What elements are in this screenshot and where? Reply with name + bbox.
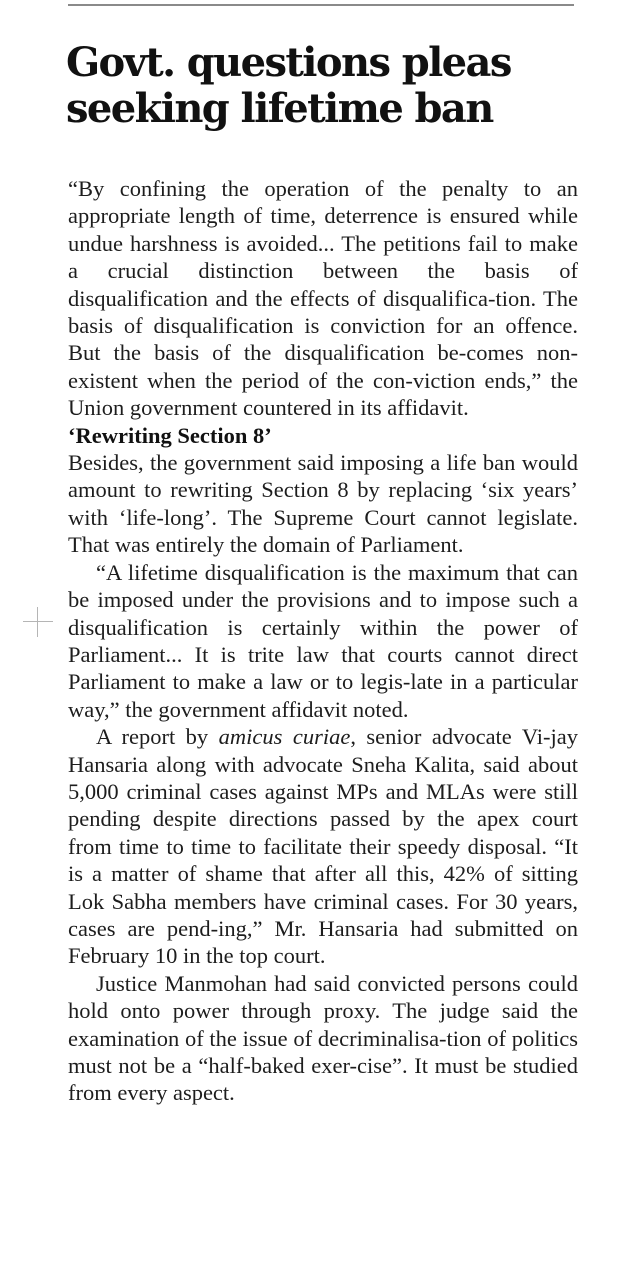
paragraph-4-lead: A report by	[96, 724, 219, 750]
paragraph-4	[68, 723, 578, 970]
article-body	[68, 175, 578, 1107]
paragraph-1: “By confining the operation of the penalty to an appropriate length of time, deterrence is ensured while undue harshness is avoided... The petitions fail to make a crucial distinction between the basis of disqualification and the effects of disqualifica-tion. The basis of disqualification is conviction for an offence. But the basis of the disqualification be-comes non-existent when the period of the con-viction ends,” the Union government countered in its affidavit.	[68, 176, 578, 421]
paragraph-4-rest: , senior advocate Vi-jay Hansaria along with advocate Sneha Kalita, said about 5,000 criminal cases against MPs and MLAs were still pending despite directions passed by the apex court from time to time to facilitate their speedy disposal. “It is a matter of shame that after all this, 42% of sitting Lok Sabha members have criminal cases. For 30 years, cases are pend-ing,” Mr. Hansaria had submitted on February 10 in the top court.	[68, 724, 578, 969]
headline: Govt. questions pleas seeking lifetime ban	[66, 39, 511, 132]
subheading: ‘Rewriting Section 8’	[68, 422, 272, 448]
crop-mark-icon	[23, 607, 53, 637]
top-rule	[68, 4, 574, 6]
paragraph-2: Besides, the government said imposing a life ban would amount to rewriting Section 8 by replacing ‘six years’ with ‘life-long’. The Supreme Court cannot legislate. That was entirely the domain of Parliament.	[68, 450, 578, 558]
paragraph-5: Justice Manmohan had said convicted persons could hold onto power through proxy. The judge said the examination of the issue of decriminalisa-tion of politics must not be a “half-baked exer-cise”. It must be studied from every aspect.	[68, 970, 578, 1106]
paragraph-3: “A lifetime disqualification is the maximum that can be imposed under the provisions and to impose such a disqualification is certainly within the power of Parliament... It is trite law that courts cannot direct Parliament to make a law or to legis-late in a particular way,” the government affidavit noted.	[68, 559, 578, 722]
paragraph-4-italic: amicus curiae	[218, 724, 351, 750]
